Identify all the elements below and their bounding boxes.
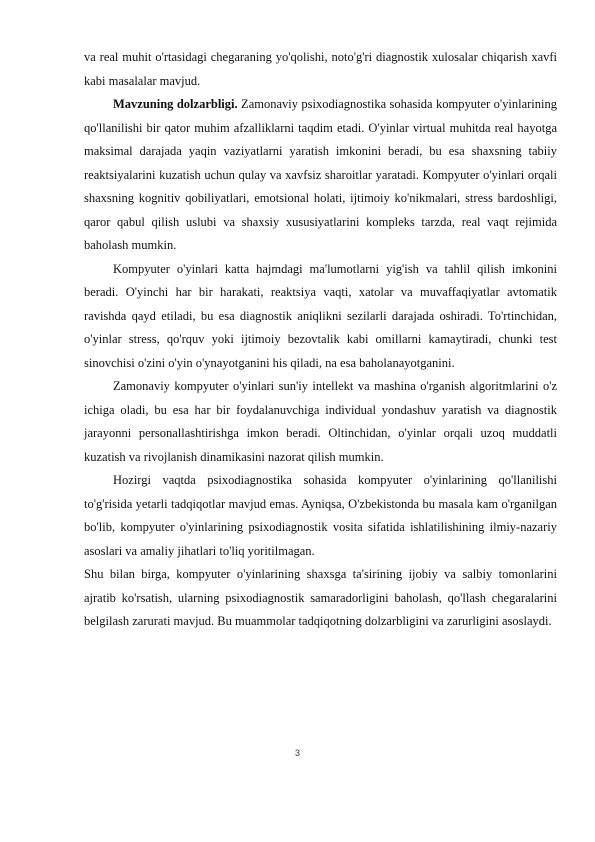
paragraph-ai-personalization [84, 375, 557, 469]
paragraph-text: Shu bilan birga, kompyuter o'yinlarining shaxsga ta'sirining ijobiy va salbiy tomonlarini ajratib ko'rsatish, ularning psixodiagnostik samaradorligini baholash, qo'llash chegaralarini belgilash zarurati mavjud. Bu muammolar tadqiqotning dolzarbligini va zarurligini asoslaydi. [84, 567, 557, 628]
paragraph-relevance [84, 93, 557, 258]
paragraph-research-gap [84, 469, 557, 563]
section-heading-relevance: Mavzuning dolzarbligi. [113, 97, 238, 111]
paragraph-intro-continuation [84, 46, 557, 93]
document-page [84, 46, 557, 634]
paragraph-data-collection [84, 258, 557, 376]
paragraph-text: Zamonaviy kompyuter o'yinlari sun'iy intellekt va mashina o'rganish algoritmlarini o'z ichiga oladi, bu esa har bir foydalanuvchiga individual yondashuv yaratish va diagnostik jarayonni personallashtirishga imkon beradi. Oltinchidan, o'yinlar orqali uzoq muddatli kuzatish va rivojlanish dinamikasini nazorat qilish mumkin. [84, 379, 557, 464]
paragraph-text: Zamonaviy psixodiagnostika sohasida kompyuter o'yinlarining qo'llanilishi bir qator muhim afzalliklarni taqdim etadi. O'yinlar virtual muhitda real hayotga maksimal darajada yaqin vaziyatlarni yaratish imkonini beradi, bu esa shaxsning tabiiy reaktsiyalarini kuzatish uchun qulay va xavfsiz sharoitlar yaratadi. Kompyuter o'yinlari orqali shaxsning kognitiv qobiliyatlari, emotsional holati, ijtimoiy ko'nikmalari, stress bardoshligi, qaror qabul qilish uslubi va shaxsiy xususiyatlarini kompleks tarzda, real vaqt rejimida baholash mumkin. [84, 97, 557, 252]
paragraph-text: Hozirgi vaqtda psixodiagnostika sohasida kompyuter o'yinlarining qo'llanilishi to'g'risida yetarli tadqiqotlar mavjud emas. Ayniqsa, O'zbekistonda bu masala kam o'rganilgan bo'lib, kompyuter o'yinlarining psixodiagnostik vosita sifatida ishlatilishining ilmiy-nazariy asoslari va amaliy jihatlari to'liq yoritilmagan. [84, 473, 557, 558]
page-number: 3 [294, 748, 300, 758]
paragraph-text: Kompyuter o'yinlari katta hajmdagi ma'lumotlarni yig'ish va tahlil qilish imkonini beradi. O'yinchi har bir harakati, reaktsiya vaqti, xatolar va muvaffaqiyatlar avtomatik ravishda qayd etiladi, bu esa diagnostik aniqlikni sezilarli darajada oshiradi. To'rtinchidan, o'yinlar stress, qo'rquv yoki ijtimoiy bezovtalik kabi omillarni kamaytiradi, chunki test sinovchisi o'zini o'yin o'ynayotganini his qiladi, na esa baholanayotganini. [84, 261, 557, 370]
paragraph-text: va real muhit o'rtasidagi chegaraning yo'qolishi, noto'g'ri diagnostik xulosalar chiqarish xavfi kabi masalalar mavjud. [84, 50, 557, 88]
paragraph-conclusion [84, 563, 557, 634]
